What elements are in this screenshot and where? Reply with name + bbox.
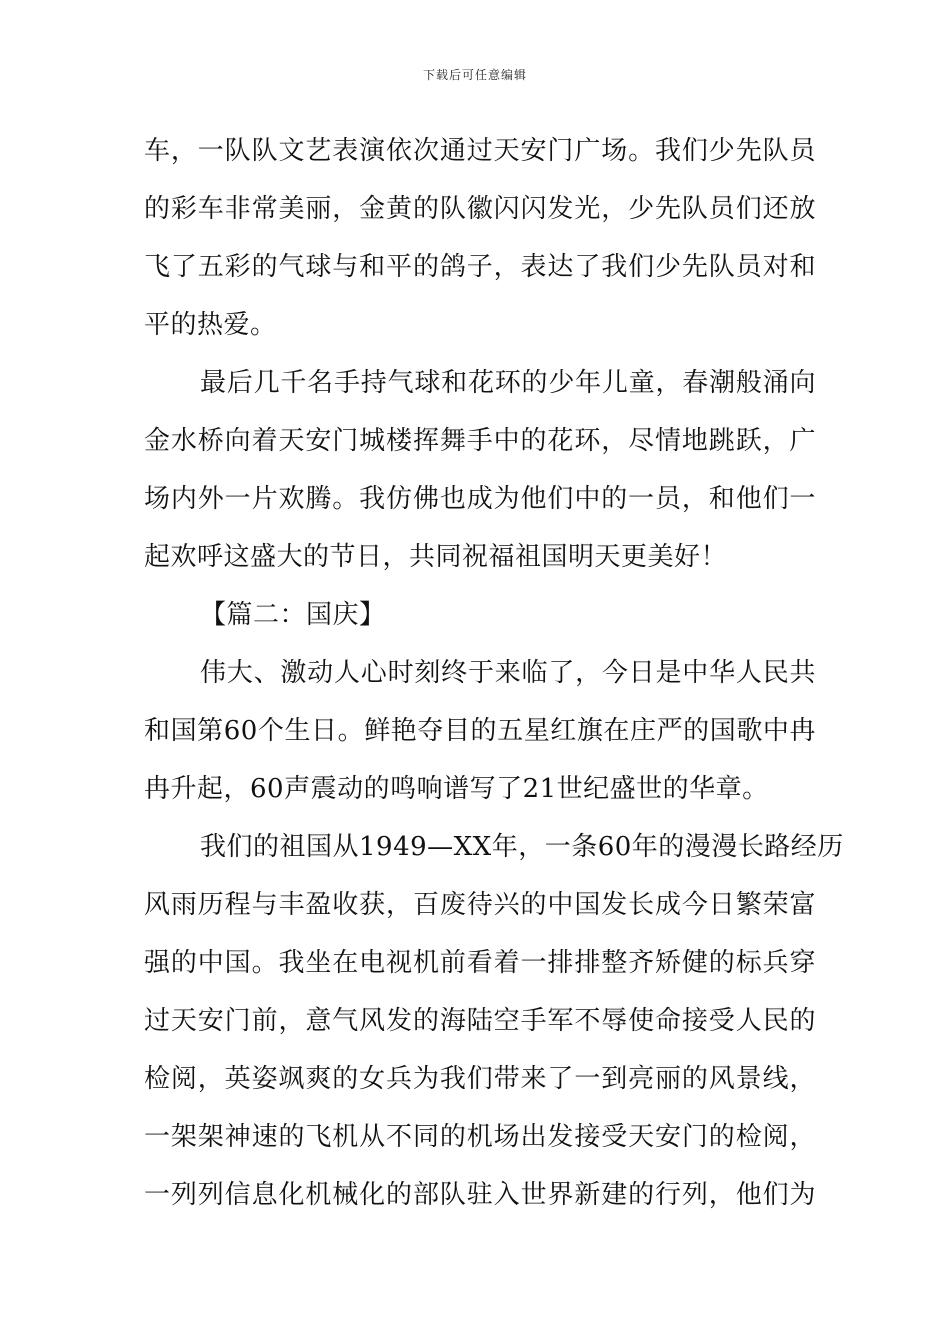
text-line: 飞了五彩的气球与和平的鸽子，表达了我们少先队员对和 — [144, 252, 816, 282]
paragraph-4 — [144, 818, 844, 1224]
text-line: 强的中国。我坐在电视机前看着一排排整齐矫健的标兵穿 — [144, 948, 816, 978]
text-line: 一列列信息化机械化的部队驻入世界新建的行列，他们为 — [144, 1180, 816, 1210]
text-line: 一架架神速的飞机从不同的机场出发接受天安门的检阅， — [144, 1122, 816, 1152]
text-line: 最后几千名手持气球和花环的少年儿童，春潮般涌向 — [200, 368, 816, 398]
text-line: 伟大、激动人心时刻终于来临了，今日是中华人民共 — [200, 658, 816, 688]
text-line: 检阅，英姿飒爽的女兵为我们带来了一到亮丽的风景线， — [144, 1064, 816, 1094]
section-heading — [144, 586, 816, 644]
text-line: 冉升起，60声震动的鸣响谱写了21世纪盛世的华章。 — [144, 774, 769, 804]
paragraph-1 — [144, 122, 816, 354]
text-line: 场内外一片欢腾。我仿佛也成为他们中的一员，和他们一 — [144, 484, 816, 514]
section-title: 【篇二：国庆】 — [200, 600, 386, 630]
text-line: 和国第60个生日。鲜艳夺目的五星红旗在庄严的国歌中冉 — [144, 716, 816, 746]
text-line: 风雨历程与丰盈收获，百废待兴的中国发长成今日繁荣富 — [144, 890, 816, 920]
header-note: 下载后可任意编辑 — [422, 68, 527, 82]
text-line: 平的热爱。 — [144, 310, 277, 340]
text-line: 我们的祖国从1949—XX年，一条60年的漫漫长路经历 — [200, 832, 844, 862]
text-line: 起欢呼这盛大的节日，共同祝福祖国明天更美好！ — [144, 542, 728, 572]
text-line: 的彩车非常美丽，金黄的队徽闪闪发光，少先队员们还放 — [144, 194, 816, 224]
text-line: 金水桥向着天安门城楼挥舞手中的花环，尽情地跳跃，广 — [144, 426, 816, 456]
paragraph-2 — [144, 354, 816, 586]
paragraph-3 — [144, 644, 816, 818]
text-line: 车，一队队文艺表演依次通过天安门广场。我们少先队员 — [144, 136, 816, 166]
body-text — [144, 122, 844, 1224]
text-line: 过天安门前，意气风发的海陆空手军不辱使命接受人民的 — [144, 1006, 816, 1036]
